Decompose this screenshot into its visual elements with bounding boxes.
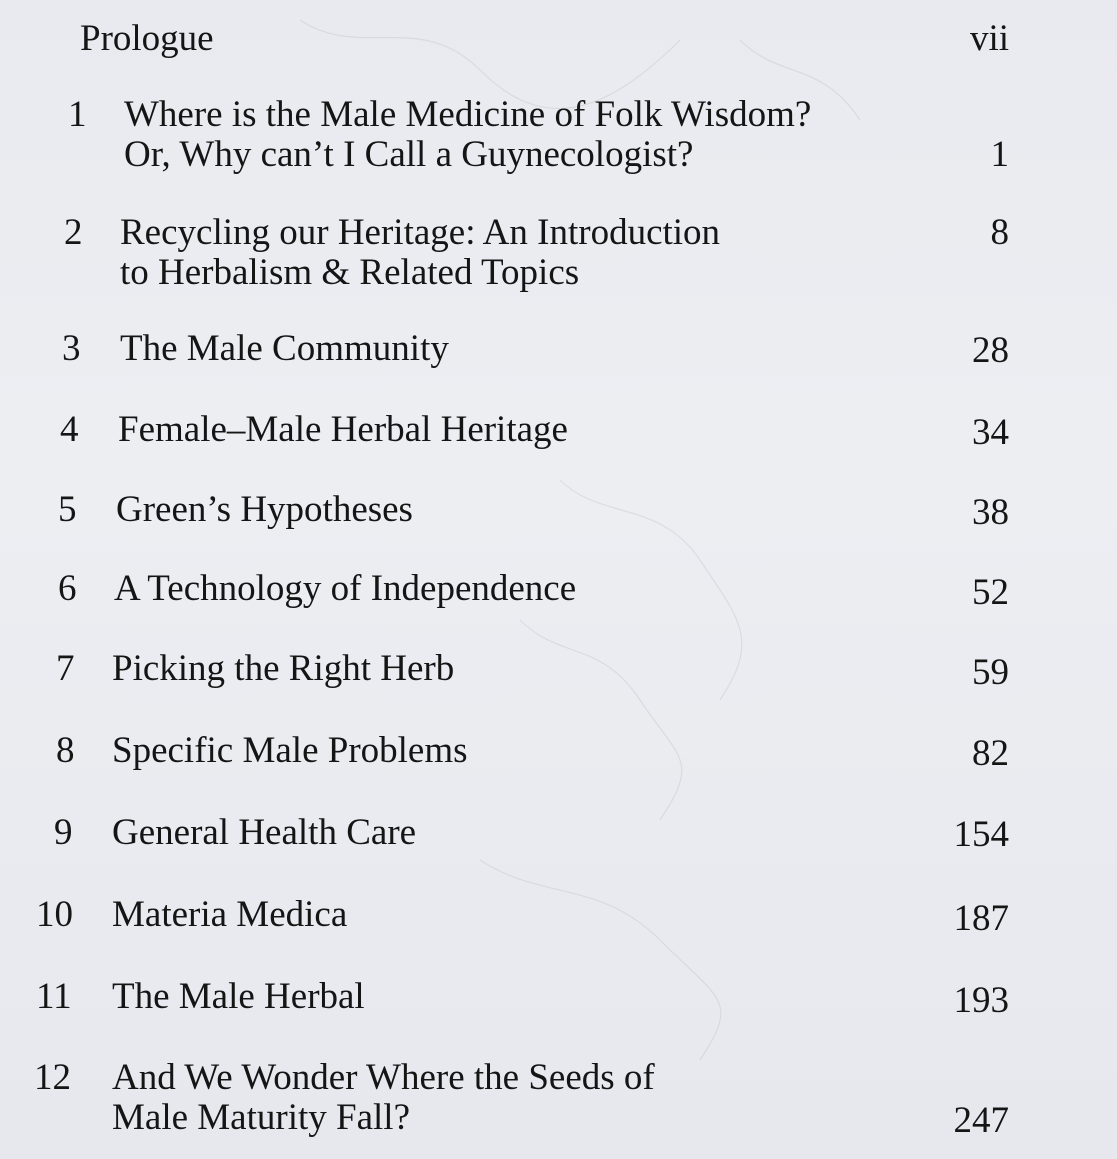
entry-page-number: 187 bbox=[953, 898, 1009, 939]
chapter-title: A Technology of Independence bbox=[114, 568, 577, 609]
chapter-number: 5 bbox=[58, 489, 77, 530]
entry-page-number: 38 bbox=[972, 492, 1009, 533]
chapter-title: The Male Herbal bbox=[112, 976, 365, 1017]
chapter-number: 2 bbox=[64, 212, 83, 253]
entry-page-number: 247 bbox=[953, 1100, 1009, 1141]
entry-page-number: 34 bbox=[972, 412, 1009, 453]
entry-title: Prologue bbox=[80, 18, 214, 59]
entry-page-number: 28 bbox=[972, 330, 1009, 371]
chapter-number: 12 bbox=[34, 1057, 71, 1098]
chapter-title: Female–Male Herbal Heritage bbox=[118, 409, 568, 450]
entry-page-number: 52 bbox=[972, 572, 1009, 613]
chapter-title: Male Maturity Fall? bbox=[112, 1097, 410, 1138]
chapter-number: 8 bbox=[56, 730, 75, 771]
chapter-number: 3 bbox=[62, 328, 81, 369]
chapter-title: Green’s Hypotheses bbox=[116, 489, 413, 530]
chapter-title: The Male Community bbox=[120, 328, 449, 369]
chapter-number: 7 bbox=[56, 648, 75, 689]
chapter-title: Recycling our Heritage: An Introduction bbox=[120, 212, 721, 253]
chapter-title: Materia Medica bbox=[112, 894, 348, 935]
entry-page-number: 154 bbox=[953, 814, 1009, 855]
entry-page-number: 1 bbox=[990, 134, 1009, 175]
entry-page-number: 82 bbox=[972, 733, 1009, 774]
chapter-title: And We Wonder Where the Seeds of bbox=[112, 1057, 655, 1098]
chapter-number: 1 bbox=[68, 94, 87, 135]
entry-page-number: vii bbox=[969, 18, 1009, 59]
chapter-title: General Health Care bbox=[112, 812, 417, 853]
chapter-title: Where is the Male Medicine of Folk Wisdom? bbox=[124, 94, 812, 135]
entry-page-number: 193 bbox=[953, 980, 1009, 1021]
chapter-title: Specific Male Problems bbox=[112, 730, 468, 771]
entry-page-number: 59 bbox=[972, 652, 1009, 693]
chapter-number: 9 bbox=[54, 812, 73, 853]
chapter-number: 4 bbox=[60, 409, 79, 450]
chapter-title: Or, Why can’t I Call a Guynecologist? bbox=[124, 134, 694, 175]
chapter-number: 11 bbox=[36, 976, 72, 1017]
entry-page-number: 8 bbox=[990, 212, 1009, 253]
chapter-title: Picking the Right Herb bbox=[112, 648, 455, 689]
chapter-number: 10 bbox=[36, 894, 73, 935]
chapter-number: 6 bbox=[58, 568, 77, 609]
chapter-title: to Herbalism & Related Topics bbox=[120, 252, 580, 293]
